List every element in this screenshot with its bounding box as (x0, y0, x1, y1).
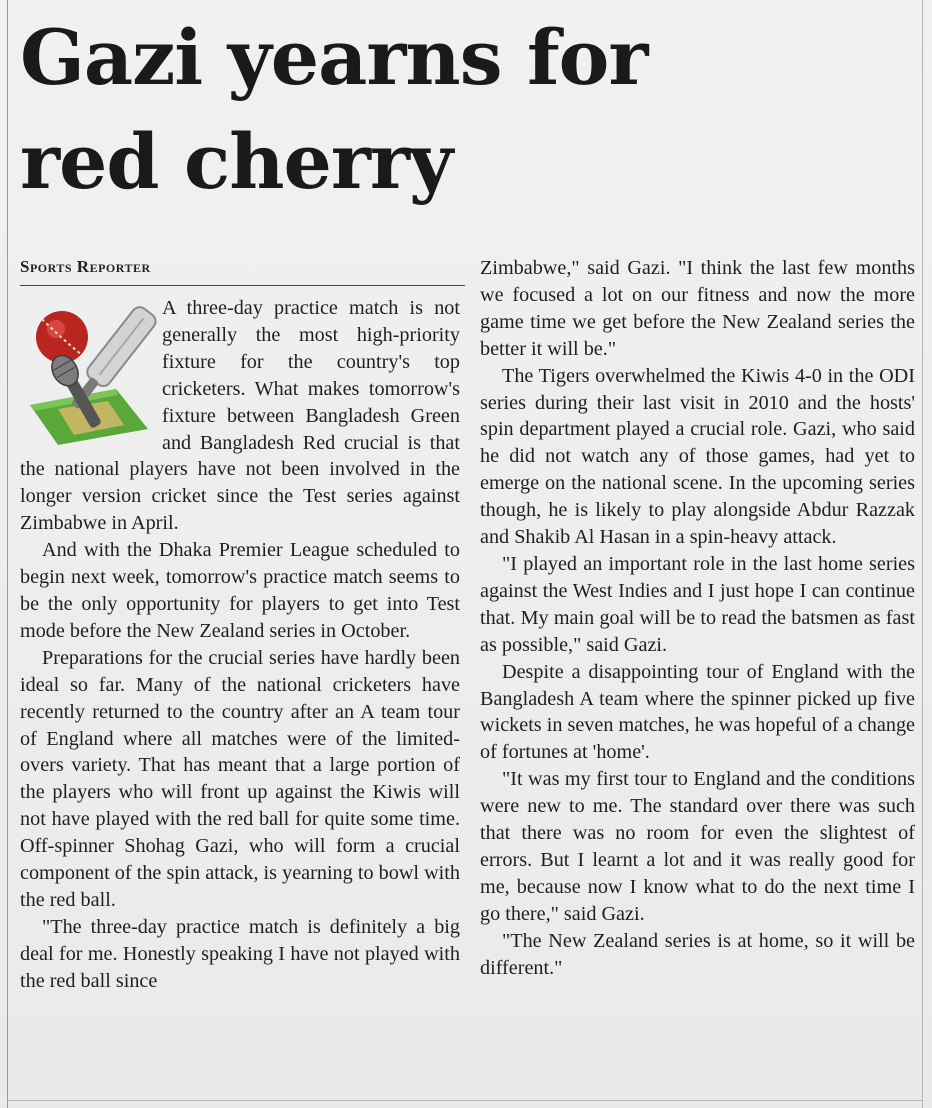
paragraph: "The New Zealand series is at home, so it will be different." (480, 929, 915, 979)
article-left-column (20, 295, 460, 995)
paragraph: Despite a disappointing tour of England with the Bangladesh A team where the spinner picked up five wickets in seven matches, he was hopeful of a change of fortunes at 'home'. (480, 660, 915, 764)
cricket-ball-bat-microphone-icon (20, 297, 158, 445)
paragraph: "It was my first tour to England and the conditions were new to me. The standard over there was such that there was no room for even the slightest of errors. But I learnt a lot and it was really good for me, because now I know what to do the next time I go there," said Gazi. (480, 768, 915, 925)
paragraph: A three-day practice match is not generally the most high-priority fixture for the country's top cricketers. What makes tomorrow's fixture between Bangladesh Green and Bangladesh Red crucial is that the national players have not been involved in the longer version cricket since the Test series against Zimbabwe in April. (20, 297, 460, 535)
paragraph: And with the Dhaka Premier League scheduled to begin next week, tomorrow's practice match seems to be the only opportunity for players to get into Test mode before the New Zealand series in October. (20, 539, 460, 642)
paragraph: The Tigers overwhelmed the Kiwis 4-0 in the ODI series during their last visit in 2010 and the hosts' spin department played a crucial role. Gazi, who said he did not watch any of those games, had yet to emerge on the national scene. In the upcoming series though, he is likely to play alongside Abdur Razzak and Shakib Al Hasan in a spin-heavy attack. (480, 364, 915, 549)
paragraph: Zimbabwe," said Gazi. "I think the last few months we focused a lot on our fitness and now the more game time we get before the New Zealand series the better it will be." (480, 257, 915, 360)
column-rule-left (7, 0, 8, 1108)
article-right-column (480, 255, 915, 981)
headline-line-1: Gazi yearns for (20, 13, 648, 102)
headline-line-2: red cherry (20, 117, 453, 206)
paragraph: "I played an important role in the last home series against the West Indies and I just hope I can continue that. My main goal will be to read the batsmen as fast as possible," said Gazi. (480, 552, 915, 656)
paragraph: "The three-day practice match is definitely a big deal for me. Honestly speaking I have not played with the red ball since (20, 915, 460, 992)
byline: Sports Reporter (20, 257, 151, 276)
byline-rule (20, 285, 465, 286)
column-rule-right (922, 0, 923, 1108)
headline (20, 6, 920, 214)
paragraph: Preparations for the crucial series have hardly been ideal so far. Many of the national cricketers have recently returned to the country after an A team tour of England where all matches were of the limited-overs variety. That has meant that a large portion of the players who will front up against the Kiwis will not have played with the red ball for quite some time. Off-spinner Shohag Gazi, who will form a crucial component of the spin attack, is yearning to bowl with the red ball. (20, 646, 460, 911)
bottom-rule (7, 1100, 923, 1101)
